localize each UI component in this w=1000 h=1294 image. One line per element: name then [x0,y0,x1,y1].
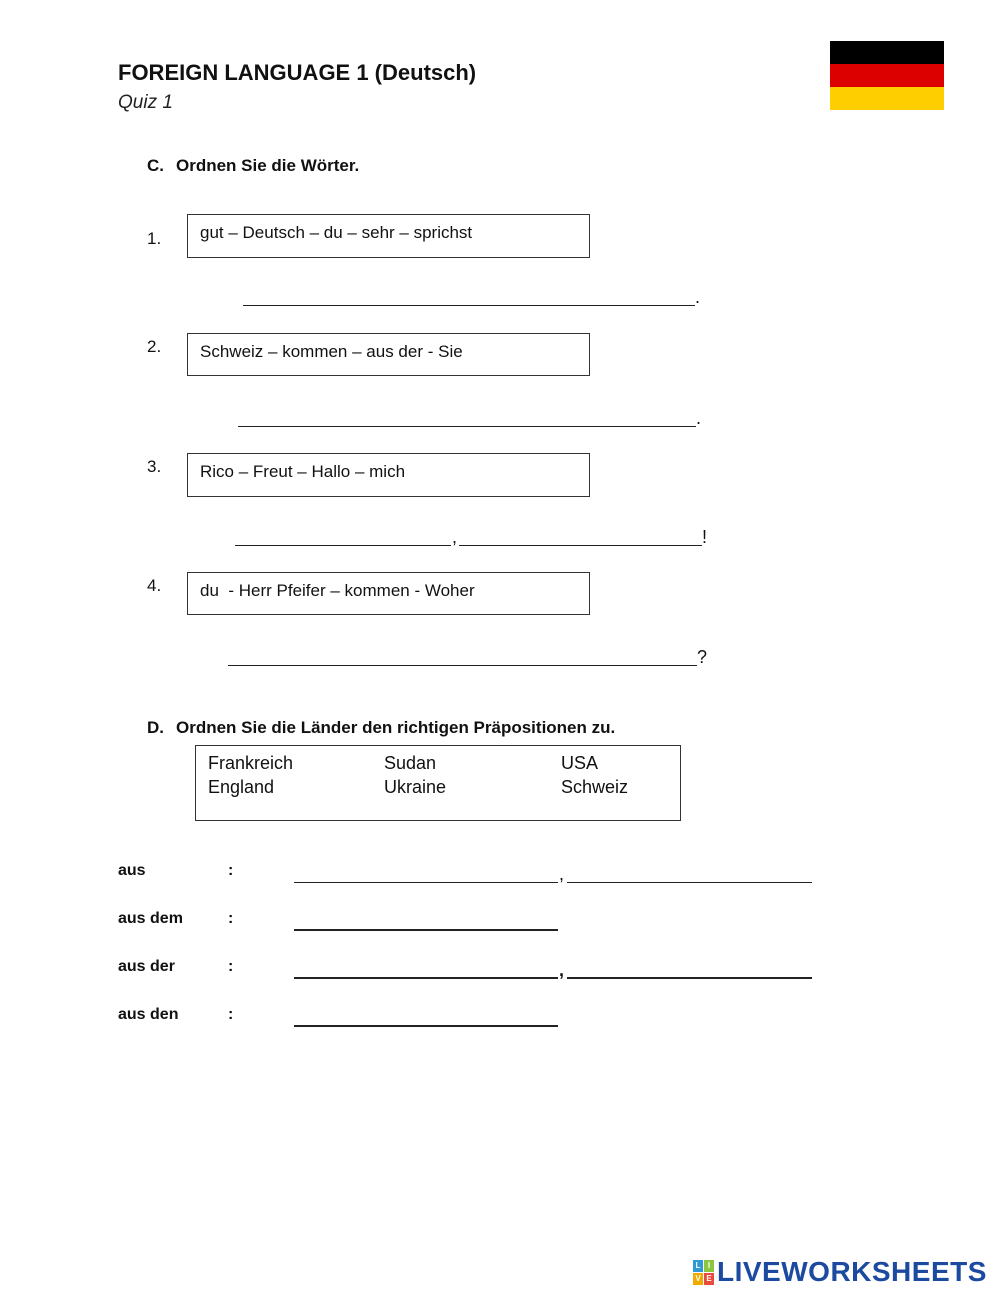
prep-aus-input-1[interactable] [294,860,558,882]
prep-aus-dem-colon: : [228,910,234,927]
worksheet-title: FOREIGN LANGUAGE 1 (Deutsch) [118,60,477,85]
prep-aus-der-label: aus der [118,958,175,975]
german-flag-icon [830,41,944,110]
section-d-instruction: Ordnen Sie die Länder den richtigen Präpositionen zu. [176,718,616,737]
prep-aus-der-separator: , [559,960,565,980]
prep-aus-dem-answer [294,907,564,931]
item-1-word-box [187,214,590,258]
flag-stripe-gold [830,87,944,110]
item-2-number: 2. [147,337,162,356]
liveworksheets-logo-icon [693,1260,714,1285]
prep-aus-den-colon: : [228,1006,234,1023]
logo-mark-letter: E [704,1273,714,1285]
item-2-answer [238,403,713,427]
item-1-end-punct: . [695,287,701,307]
item-2-answer-line [238,426,696,427]
item-3-number: 3. [147,457,162,476]
prep-aus-colon: : [228,862,234,879]
section-c-heading [147,156,359,176]
item-2-word-box [187,333,590,376]
item-4-answer-line [228,665,697,666]
item-1-answer-line [243,305,695,306]
prep-aus-der-answer [294,955,814,979]
country-item: Frankreich [208,753,294,773]
item-4-end-punct: ? [697,647,708,667]
item-3-word-box [187,453,590,497]
logo-mark-letter: V [693,1273,703,1285]
prep-aus-der-input-2[interactable] [567,956,812,978]
worksheet-subtitle: Quiz 1 [118,92,173,113]
liveworksheets-logo [693,1256,987,1288]
item-1-number: 1. [147,229,162,248]
item-1-words: gut – Deutsch – du – sehr – sprichst [200,223,473,242]
item-3-answer-input-2[interactable] [459,523,702,545]
item-3-mid-punct: , [452,527,458,547]
country-item: USA [561,753,599,773]
prep-aus-den-input[interactable] [294,1004,558,1026]
country-item: Schweiz [561,777,629,797]
logo-mark-letter: L [693,1260,703,1272]
logo-mark-letter: I [704,1260,714,1272]
flag-stripe-black [830,41,944,64]
prep-aus-line-1 [294,882,558,883]
item-1-answer-input[interactable] [243,283,695,305]
item-3-answer-input-1[interactable] [235,523,451,545]
item-3-words: Rico – Freut – Hallo – mich [200,462,406,481]
prep-aus-input-2[interactable] [567,860,812,882]
item-2-words: Schweiz – kommen – aus der - Sie [200,342,463,361]
prep-aus-answer [294,859,814,883]
prep-aus-den-answer [294,1003,564,1027]
prep-aus-der-colon: : [228,958,234,975]
country-item: Ukraine [384,777,447,797]
item-3-answer-line-2 [459,545,702,546]
section-c-instruction: Ordnen Sie die Wörter. [176,156,360,175]
flag-stripe-red [830,64,944,87]
country-box [195,745,681,821]
country-item: Sudan [384,753,437,773]
prep-aus-label: aus [118,862,146,879]
section-c-letter: C. [147,156,164,175]
item-2-end-punct: . [696,408,702,428]
item-4-answer-input[interactable] [228,643,697,665]
liveworksheets-logo-text: LIVEWORKSHEETS [717,1256,987,1287]
section-d-letter: D. [147,718,164,737]
prep-aus-separator: , [559,864,565,884]
item-3-answer [235,522,715,546]
item-3-end-punct: ! [702,527,708,547]
prep-aus-den-label: aus den [118,1006,179,1023]
prep-aus-dem-label: aus dem [118,910,183,927]
item-1-answer [243,282,713,306]
item-4-word-box [187,572,590,615]
item-3-answer-line-1 [235,545,451,546]
section-d-heading [147,718,615,738]
item-4-words: du - Herr Pfeifer – kommen - Woher [200,581,475,600]
item-4-number: 4. [147,576,162,595]
country-item: England [208,777,275,797]
prep-aus-line-2 [567,882,812,883]
prep-aus-der-input-1[interactable] [294,956,558,978]
item-4-answer [228,642,718,666]
prep-aus-dem-input[interactable] [294,908,558,930]
item-2-answer-input[interactable] [238,404,696,426]
